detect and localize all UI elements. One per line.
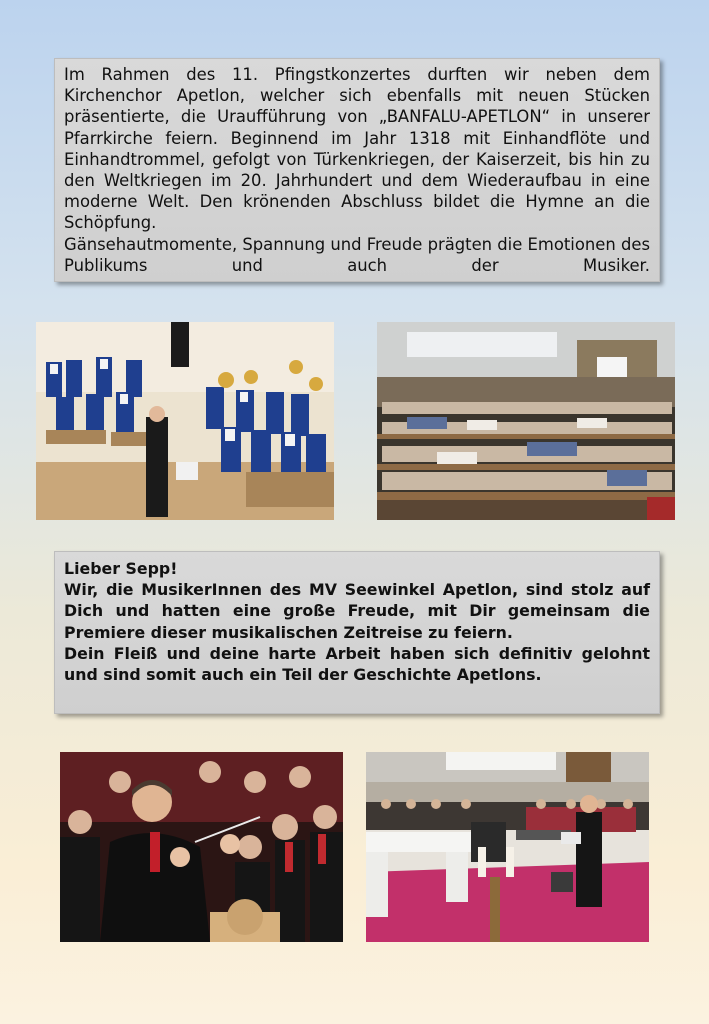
dedication-paragraph: Wir, die MusikerInnen des MV Seewinkel Apetlon, sind stolz auf Dich und hatten eine große Freude, mit Dir gemeinsam die Premiere dieser musikalischen Zeitreise zu feiern. (64, 580, 650, 642)
altar-conductor-image (366, 752, 649, 942)
church-audience-image (377, 322, 675, 520)
report-paragraph-emotions: Gänsehautmomente, Spannung und Freude prägten die Emotionen des Publikums und auch der Musiker. (64, 234, 650, 275)
report-paragraph: Im Rahmen des 11. Pfingstkonzertes durften wir neben dem Kirchenchor Apetlon, welcher sich ebenfalls mit neuen Stücken präsentierte, die Uraufführung von „BANFALU-APETLON“ in unserer Pfarrkirche feiern. Beginnend im Jahr 1318 mit Einhandflöte und Einhandtrommel, gefolgt von Türkenkriegen, der Kaiserzeit, bis hin zu den Weltkriegen im 20. Jahrhundert und dem Wiederaufbau in eine moderne Welt. Den krönenden Abschluss bildet die Hymne an die Schöpfung. (64, 65, 650, 233)
conductor-choir-image (60, 752, 343, 942)
conductor-choir-photo (60, 752, 343, 942)
dedication-paragraph-closing: Dein Fleiß und deine harte Arbeit haben sich definitiv gelohnt und sind somit auch ein Teil der Geschichte Apetlons. (64, 643, 650, 685)
dedication-textbox (54, 551, 660, 714)
church-audience-photo (377, 322, 675, 520)
band-performance-photo (36, 322, 334, 520)
greeting-line: Lieber Sepp! (64, 559, 178, 578)
band-performance-image (36, 322, 334, 520)
altar-conductor-photo (366, 752, 649, 942)
concert-report-textbox (54, 58, 660, 282)
